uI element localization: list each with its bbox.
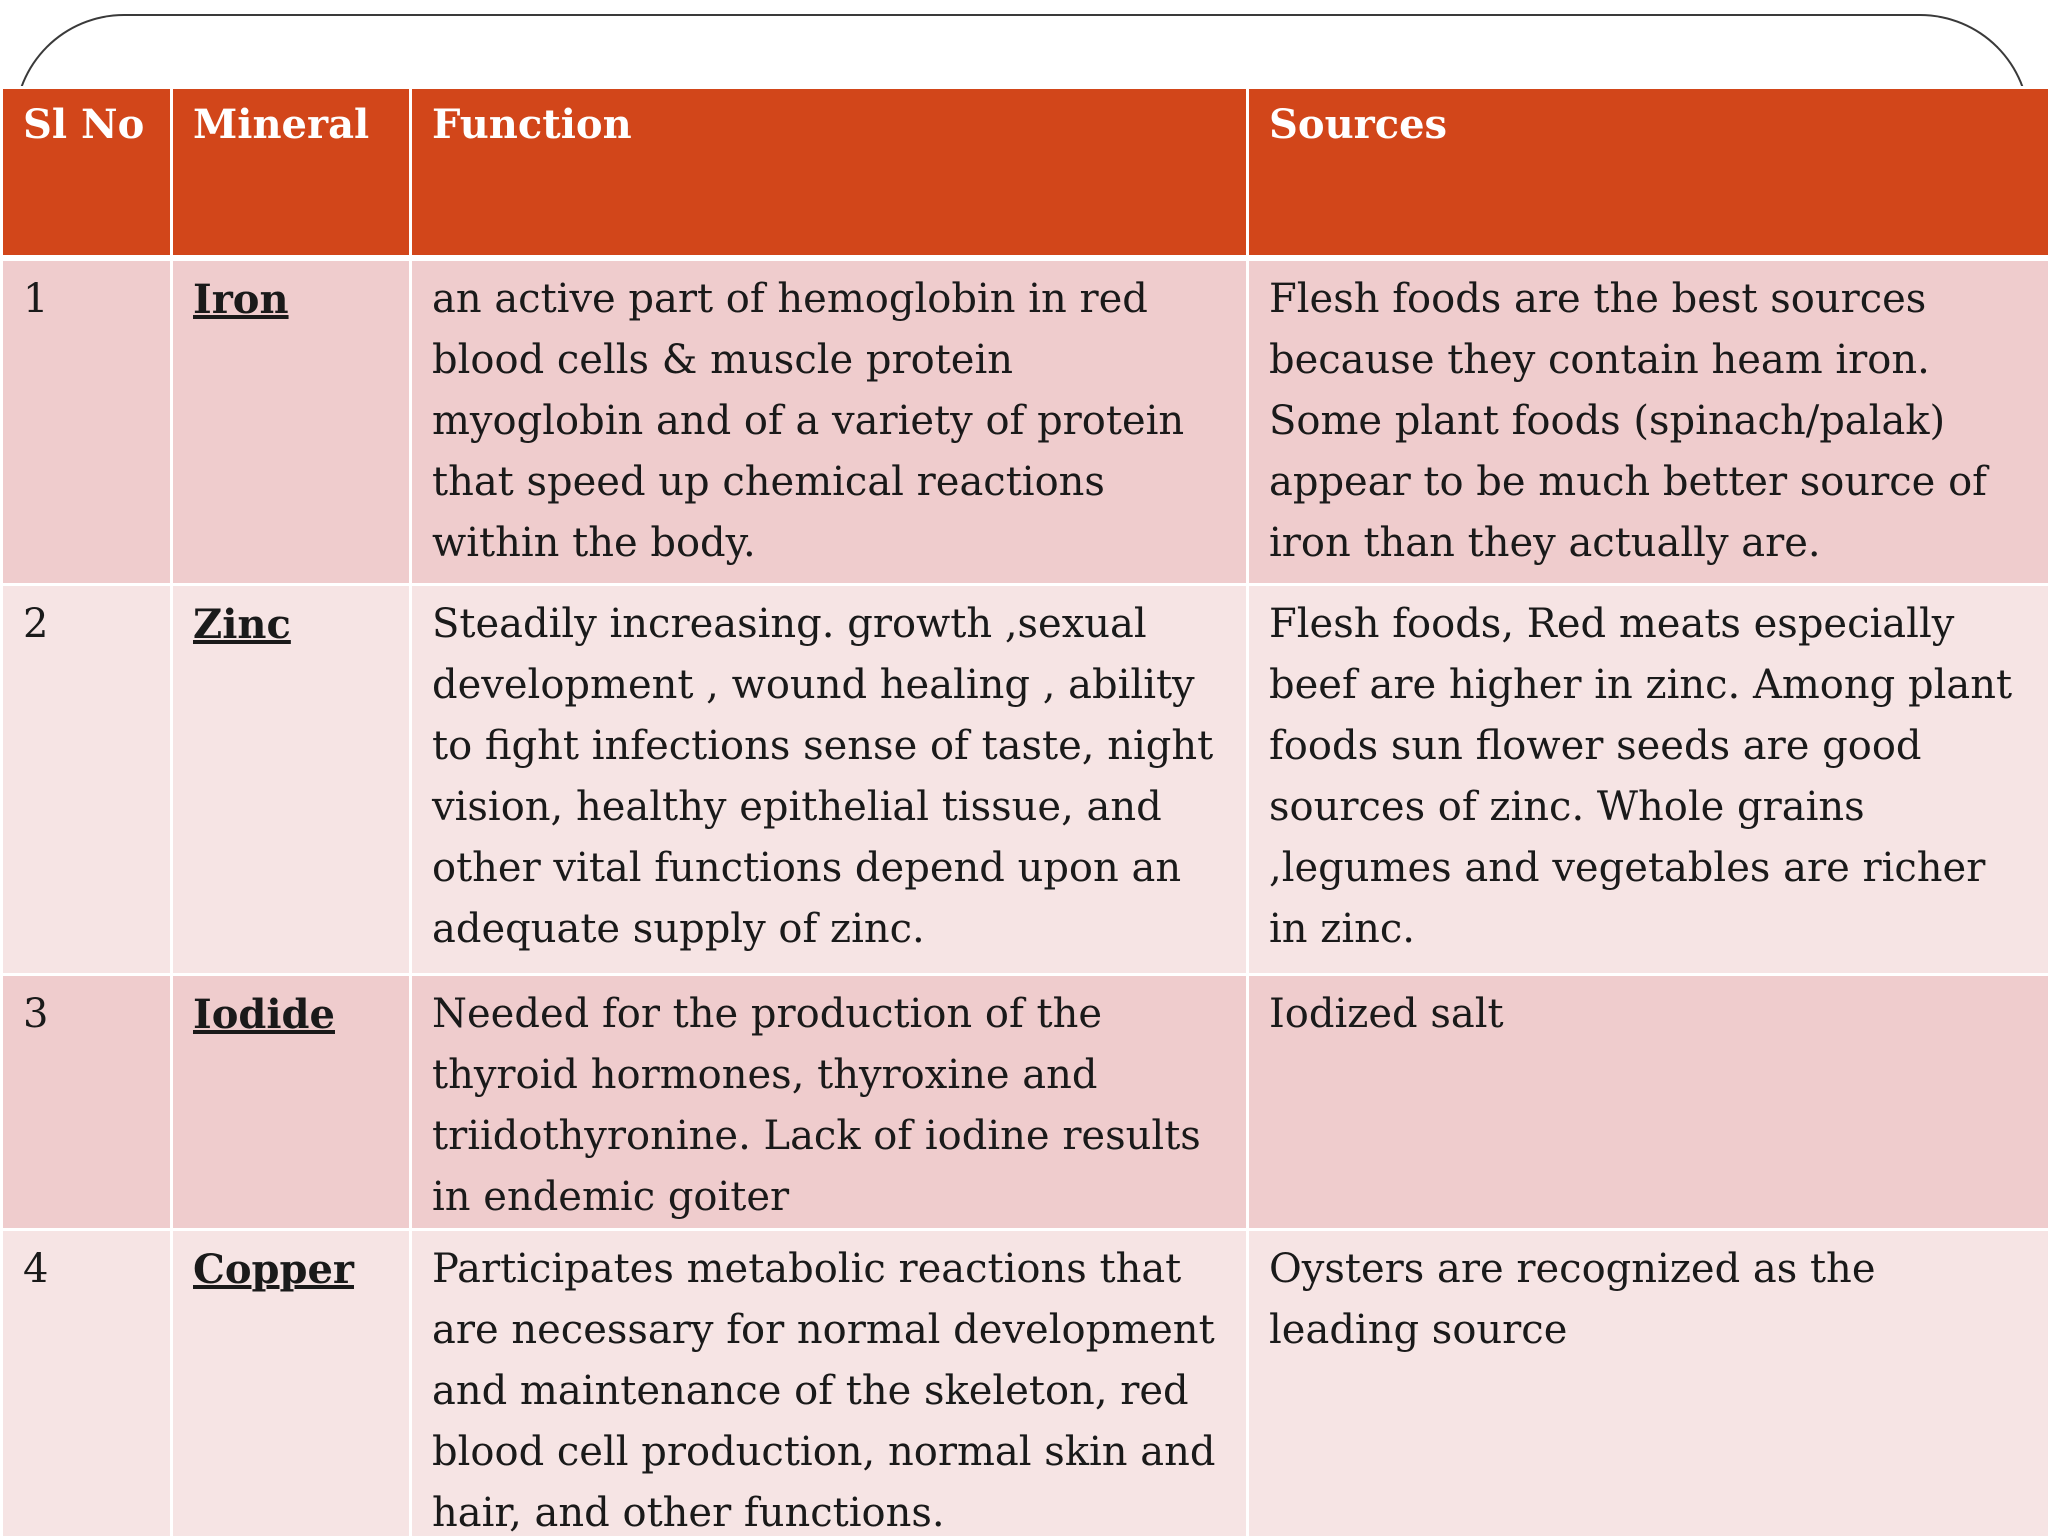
cell-mineral: Iodide xyxy=(172,975,411,1230)
table-row xyxy=(2,258,2048,585)
header-sources: Sources xyxy=(1248,88,2048,258)
cell-sources: Iodized salt xyxy=(1248,975,2048,1230)
cell-function: Participates metabolic reactions that are necessary for normal development and maintenance of the skeleton, red blood cell production, normal skin and hair, and other functions. xyxy=(411,1230,1248,1536)
table-row xyxy=(2,975,2048,1230)
cell-mineral: Iron xyxy=(172,258,411,585)
cell-sl-no: 1 xyxy=(2,258,172,585)
cell-sl-no: 4 xyxy=(2,1230,172,1536)
cell-mineral: Copper xyxy=(172,1230,411,1536)
cell-sl-no: 2 xyxy=(2,585,172,975)
table-row xyxy=(2,585,2048,975)
cell-sources: Flesh foods, Red meats especially beef are higher in zinc. Among plant foods sun flower seeds are good sources of zinc. Whole grains ,legumes and vegetables are richer in zinc. xyxy=(1248,585,2048,975)
minerals-table xyxy=(0,86,2048,1536)
header-mineral: Mineral xyxy=(172,88,411,258)
cell-sl-no: 3 xyxy=(2,975,172,1230)
cell-sources: Flesh foods are the best sources because they contain heam iron. Some plant foods (spinach/palak) appear to be much better source of iron than they actually are. xyxy=(1248,258,2048,585)
table-header-row xyxy=(2,88,2048,258)
cell-function: Steadily increasing. growth ,sexual development , wound healing , ability to fight infections sense of taste, night vision, healthy epithelial tissue, and other vital functions depend upon an adequate supply of zinc. xyxy=(411,585,1248,975)
cell-function: Needed for the production of the thyroid hormones, thyroxine and triidothyronine. Lack of iodine results in endemic goiter xyxy=(411,975,1248,1230)
table-row xyxy=(2,1230,2048,1536)
header-function: Function xyxy=(411,88,1248,258)
cell-sources: Oysters are recognized as the leading source xyxy=(1248,1230,2048,1536)
cell-mineral: Zinc xyxy=(172,585,411,975)
cell-function: an active part of hemoglobin in red blood cells & muscle protein myoglobin and of a variety of protein that speed up chemical reactions within the body. xyxy=(411,258,1248,585)
header-sl-no: Sl No xyxy=(2,88,172,258)
